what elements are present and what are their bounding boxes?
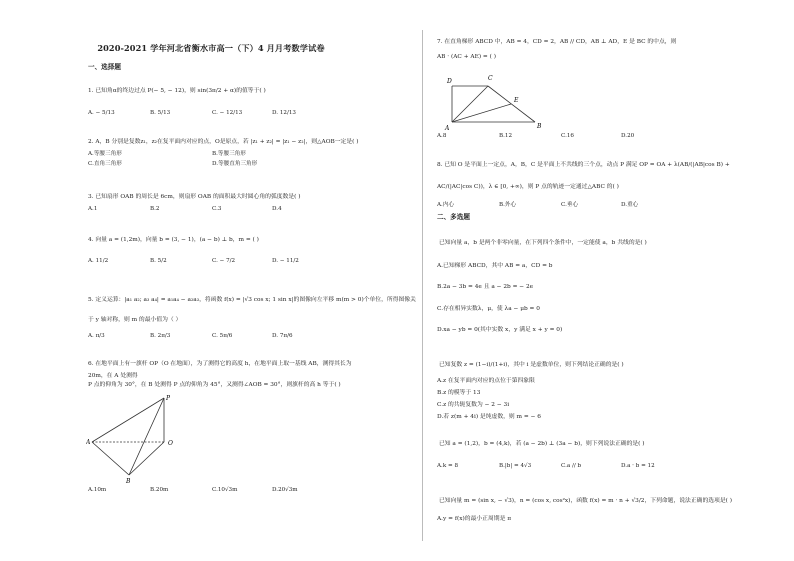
trapezoid-figure	[435, 68, 545, 130]
option-b: B.等腰三角形	[212, 151, 246, 157]
right-column	[425, 0, 794, 561]
question-5-stem-line2: 于 y 轴对称，则 m 的最小值为（ ）	[88, 317, 182, 323]
label-b: B	[126, 478, 131, 485]
option-c: C. − 12/13	[212, 110, 243, 116]
label-a: A	[86, 439, 91, 446]
section-multi-choice: 二、多选题	[437, 213, 470, 221]
question-9-option-d: D.xa − yb = 0(其中实数 x，y 满足 x + y = 0)	[437, 327, 563, 333]
question-10-stem: 已知复数 z = (1−i)/(1+i)，其中 i 是虚数单位，则下列结论正确的是( )	[439, 362, 624, 368]
option-d: D.4	[272, 206, 282, 212]
question-7-options	[437, 133, 777, 141]
option-d: D.20√3m	[272, 487, 298, 493]
question-9-stem: 已知向量 a，b 是两个非零向量，在下列四个条件中，一定能使 a，b 共线的是( )	[439, 240, 647, 246]
option-c: C.10√3m	[212, 487, 238, 493]
option-a: A. π/3	[88, 333, 105, 339]
question-10-option-c: C.z 的共轭复数为 − 2 − 3i	[437, 402, 510, 408]
exam-title: 2020-2021 学年河北省衡水市高一（下）4 月月考数学试卷	[97, 43, 325, 53]
question-8-stem-line2: AC/(|AC|cos C))，λ ∈ [0, +∞)，则 P 点的轨迹一定通过△ABC 的( )	[437, 184, 619, 190]
option-c: C.a // b	[561, 463, 582, 469]
label-b: B	[537, 123, 542, 130]
question-8-stem-line1: 8. 已知 O 是平面上一定点，A，B，C 是平面上不共线的三个点，动点 P 满足 OP = OA + λ(AB/(|AB|cos B) +	[437, 162, 730, 168]
section-single-choice: 一、选择题	[88, 63, 121, 71]
label-e: E	[514, 97, 519, 104]
option-b: B.2	[150, 206, 160, 212]
option-a: A.8	[437, 133, 447, 139]
question-1-options	[88, 110, 408, 118]
question-10-option-d: D.若 z(m + 4i) 是纯虚数，则 m = − 6	[437, 414, 541, 420]
column-divider	[422, 30, 423, 541]
option-b: B.20m	[150, 487, 169, 493]
question-2-options-row1	[88, 149, 408, 157]
option-a: A.等腰三角形	[88, 151, 122, 157]
option-c: C.3	[212, 206, 222, 212]
option-d: D.重心	[621, 202, 639, 208]
question-3-options	[88, 206, 408, 214]
label-a: A	[445, 125, 450, 130]
option-c: C. − 7/2	[212, 258, 236, 264]
question-12-stem: 已知向量 m = (sin x, − √3)，n = (cos x, cos²x)，函数 f(x) = m · n + √3/2，下列命题，说法正确的选项是( )	[439, 498, 733, 504]
option-b: B.外心	[499, 202, 517, 208]
option-d: D.a · b = 12	[621, 463, 655, 469]
question-2-stem: 2. A，B 分别是复数z₁，z₂在复平面内对应的点，O是原点，若 |z₁ + z₂| = |z₁ − z₂|，则△AOB一定是( )	[88, 139, 359, 145]
option-d: D.20	[621, 133, 635, 139]
question-11-options	[437, 463, 777, 471]
option-c: C. 5π/6	[212, 333, 233, 339]
option-c: C.直角三角形	[88, 161, 122, 167]
question-5-options	[88, 333, 408, 341]
option-a: A.k = 8	[437, 463, 459, 469]
question-7-stem-line2: AB · (AC + AE) = ( )	[437, 54, 496, 60]
question-10-option-b: B.z 的模等于 13	[437, 390, 481, 396]
option-a: A. − 5/13	[88, 110, 115, 116]
question-2-options-row2	[88, 159, 408, 167]
question-5-stem-line1: 5. 定义运算：|a₁ a₂; a₃ a₄| = a₁a₄ − a₂a₃，将函数 f(x) = |√3 cos x; 1 sin x|的图像向左平移 m(m > 0)个单位，所得图像关	[88, 297, 416, 303]
option-a: A. 11/2	[88, 258, 109, 264]
question-6-stem-line3: P 点的仰角为 30°，在 B 处测得 P 点的仰角为 45°，又测得∠AOB = 30°，则旗杆的高 h 等于( )	[88, 382, 341, 388]
question-8-options	[437, 200, 777, 208]
option-a: A.10m	[88, 487, 107, 493]
question-4-stem: 4. 向量 a = (1,2m)，向量 b = (3, − 1)，(a − b) ⊥ b，m = ( )	[88, 237, 259, 243]
option-d: D. 12/13	[272, 110, 296, 116]
question-9-option-c: C.存在相异实数λ，μ，使 λa − μb = 0	[437, 306, 540, 312]
option-d: D.等腰直角三角形	[212, 161, 258, 167]
label-o: O	[168, 440, 173, 447]
question-4-options	[88, 258, 408, 266]
option-a: A.内心	[437, 202, 455, 208]
option-c: C.16	[561, 133, 574, 139]
flagpole-figure	[86, 390, 196, 485]
question-1-stem: 1. 已知角α的终边过点 P(− 5, − 12)，则 sin(3π/2 + α)的值等于( )	[88, 88, 266, 94]
question-3-stem: 3. 已知扇形 OAB 的周长是 6cm，则扇形 OAB 的面积最大时圆心角的弧度数是( )	[88, 194, 301, 200]
label-c: C	[488, 75, 493, 82]
question-10-option-a: A.z 在复平面内对应的点位于第四象限	[437, 378, 535, 384]
question-9-option-b: B.2a − 3b = 4e 且 a − 2b = − 2e	[437, 284, 534, 290]
option-b: B. 2π/3	[150, 333, 171, 339]
question-12-option-a: A.y = f(x)的最小正周期是 π	[437, 516, 512, 522]
question-6-options	[88, 487, 408, 495]
question-9-option-a: A.已知梯形 ABCD，其中 AB = a，CD = b	[437, 263, 553, 269]
option-b: B. 5/13	[150, 110, 171, 116]
question-11-stem: 已知 a = (1,2)，b = (4,k)，若 (a − 2b) ⊥ (3a − b)，则下列说法正确的是( )	[439, 441, 645, 447]
option-b: B. 5/2	[150, 258, 167, 264]
option-c: C.垂心	[561, 202, 579, 208]
option-b: B.|b| = 4√3	[499, 463, 532, 469]
label-d: D	[447, 78, 452, 85]
option-d: D. 7π/6	[272, 333, 293, 339]
option-b: B.12	[499, 133, 513, 139]
question-7-stem-line1: 7. 在直角梯形 ABCD 中，AB = 4，CD = 2，AB // CD，AB ⊥ AD，E 是 BC 的中点，则	[437, 39, 677, 45]
question-6-stem-line2: 20m，在 A 处测得	[88, 373, 138, 379]
option-d: D. − 11/2	[272, 258, 299, 264]
option-a: A.1	[88, 206, 98, 212]
question-6-stem-line1: 6. 在地平面上有一旗杆 OP（O 在地面），为了测得它的高度 h，在地平面上取一基线 AB，测得其长为	[88, 361, 352, 367]
label-p: P	[166, 395, 171, 402]
